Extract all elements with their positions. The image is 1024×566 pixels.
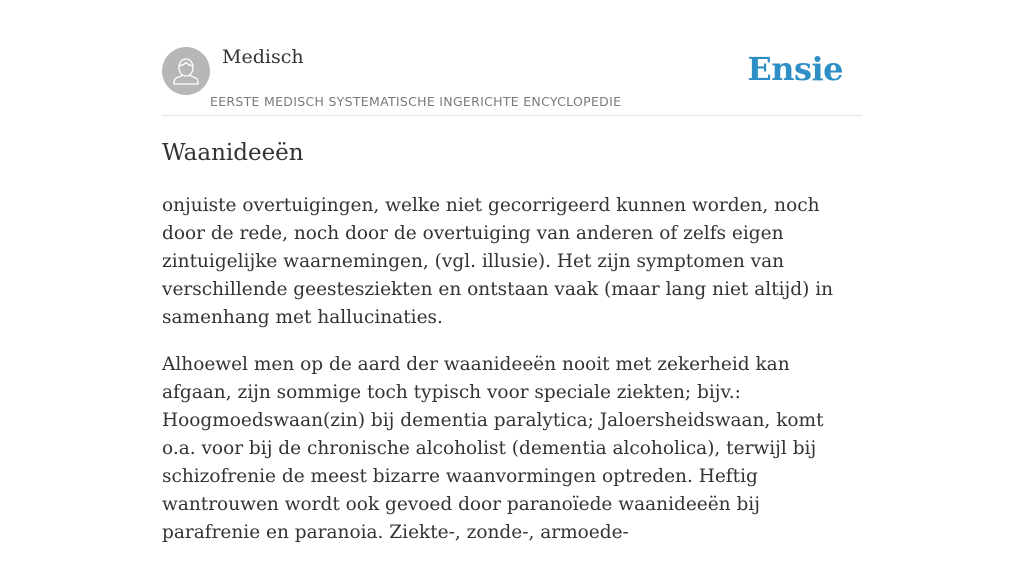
article-title: Waanideeën — [162, 140, 304, 166]
source-header — [162, 0, 862, 116]
article-body — [162, 192, 862, 566]
brand-logo-link[interactable]: Ensie — [747, 50, 843, 88]
source-subtitle: EERSTE MEDISCH SYSTEMATISCHE INGERICHTE ENCYCLOPEDIE — [210, 94, 622, 109]
source-avatar[interactable] — [162, 47, 210, 95]
source-name-link[interactable]: Medisch — [222, 46, 304, 68]
person-icon — [162, 47, 210, 95]
article-paragraph: Alhoewel men op de aard der waanideeën nooit met zekerheid kan afgaan, zijn sommige toch typisch voor speciale ziekten; bijv.: Hoogmoedswaan(zin) bij dementia paralytica; Jaloersheidswaan, komt o.a. voor bij de chronische alcoholist (dementia alcoholica), terwijl bij schizofrenie de meest bizarre waanvormingen optreden. Heftig wantrouwen wordt ook gevoed door paranoïede waanideeën bij parafrenie en paranoia. Ziekte-, zonde-, armoede- — [162, 354, 824, 543]
article-paragraph: onjuiste overtuigingen, welke niet gecorrigeerd kunnen worden, noch door de rede, noch door de overtuiging van anderen of zelfs eigen zintuigelijke waarnemingen, (vgl. illusie). Het zijn symptomen van verschillende geestesziekten en ontstaan vaak (maar lang niet altijd) in samenhang met hallucinaties. — [162, 195, 834, 328]
content-container — [162, 0, 862, 543]
